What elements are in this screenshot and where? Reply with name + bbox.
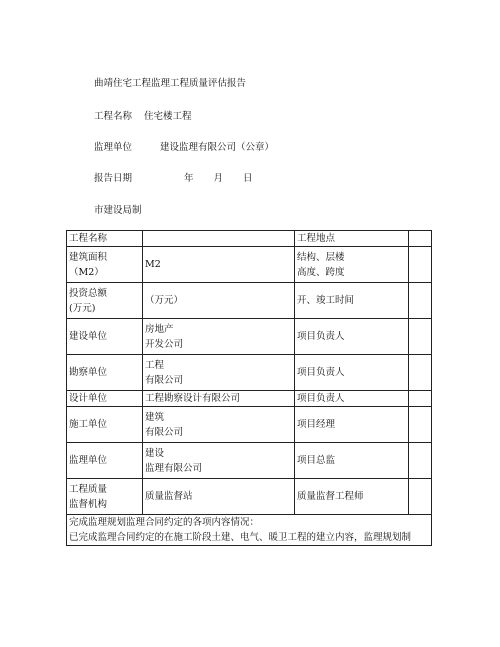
building-area-unit: （M2） — [69, 266, 104, 278]
structure-cell — [409, 247, 432, 283]
investment-label: 投资总额 — [69, 287, 108, 299]
quality-agency-line-2: 监督机构 — [69, 498, 108, 510]
quality-engineer-cell — [409, 479, 432, 515]
supervision-unit-line-2: 监理有限公司 — [145, 462, 203, 474]
construction-unit-header: 施工单位 — [67, 407, 143, 443]
developer-header: 建设单位 — [67, 319, 143, 355]
investment-cell: （万元） — [143, 283, 295, 319]
building-area-header — [67, 247, 143, 283]
report-date-label: 报告日期 — [94, 173, 133, 184]
project-manager-cell — [409, 407, 432, 443]
design-lead-header: 项目负责人 — [295, 391, 409, 407]
project-manager-header: 项目经理 — [295, 407, 409, 443]
completion-status-cell — [67, 515, 432, 546]
investment-unit: (万元) — [69, 302, 96, 314]
developer-line-2: 开发公司 — [145, 338, 184, 350]
evaluation-form-table — [66, 230, 432, 546]
report-title: 曲靖住宅工程监理工程质量评估报告 — [94, 78, 247, 89]
chief-supervisor-header: 项目总监 — [295, 443, 409, 479]
table-row — [67, 515, 432, 546]
project-name-value: 住宅楼工程 — [144, 111, 192, 122]
table-row — [67, 407, 432, 443]
survey-unit-line-1: 工程 — [145, 359, 165, 371]
structure-label-1: 结构、层楼 — [297, 251, 345, 263]
structure-label-2: 高度、跨度 — [297, 266, 345, 278]
survey-unit-line-2: 有限公司 — [145, 374, 184, 386]
table-row — [67, 319, 432, 355]
start-end-time-header: 开、竣工时间 — [295, 283, 409, 319]
developer-lead-header: 项目负责人 — [295, 319, 409, 355]
design-unit-cell: 工程勘察设计有限公司 — [143, 391, 295, 407]
quality-agency-line-1: 工程质量 — [69, 483, 108, 495]
design-lead-cell — [409, 391, 432, 407]
building-area-label: 建筑面积 — [69, 251, 108, 263]
table-row — [67, 355, 432, 391]
project-name-cell — [143, 231, 295, 247]
developer-line-1: 房地产 — [145, 323, 174, 335]
building-area-cell: M2 — [143, 247, 295, 283]
supervision-unit-line-1: 建设 — [145, 447, 165, 459]
project-name-label: 工程名称 — [94, 111, 133, 122]
quality-engineer-header: 质量监督工程师 — [295, 479, 409, 515]
table-row — [67, 247, 432, 283]
supervisor-line — [94, 142, 274, 154]
start-end-time-cell — [409, 283, 432, 319]
structure-header — [295, 247, 409, 283]
issuer-line: 市建设局制 — [94, 205, 142, 216]
year-label: 年 — [184, 173, 194, 184]
table-row — [67, 231, 432, 247]
project-name-line — [94, 111, 192, 123]
construction-unit-cell — [143, 407, 295, 443]
construction-unit-line-2: 有限公司 — [145, 426, 184, 438]
report-date-line — [94, 173, 253, 185]
developer-cell — [143, 319, 295, 355]
construction-unit-line-1: 建筑 — [145, 411, 165, 423]
quality-agency-header — [67, 479, 143, 515]
developer-lead-cell — [409, 319, 432, 355]
survey-lead-header: 项目负责人 — [295, 355, 409, 391]
chief-supervisor-cell — [409, 443, 432, 479]
supervisor-label: 监理单位 — [94, 142, 133, 153]
day-label: 日 — [243, 173, 253, 184]
completion-status-heading: 完成监理规划监理合同约定的各项内容情况： — [69, 517, 260, 528]
project-name-header: 工程名称 — [67, 231, 143, 247]
survey-unit-cell — [143, 355, 295, 391]
table-row — [67, 391, 432, 407]
supervision-unit-header: 监理单位 — [67, 443, 143, 479]
table-row — [67, 443, 432, 479]
supervisor-value: 建设监理有限公司（公章） — [160, 142, 275, 153]
table-row — [67, 283, 432, 319]
supervision-unit-cell — [143, 443, 295, 479]
design-unit-header: 设计单位 — [67, 391, 143, 407]
investment-header — [67, 283, 143, 319]
project-location-cell — [409, 231, 432, 247]
quality-agency-cell: 质量监督站 — [143, 479, 295, 515]
project-location-header: 工程地点 — [295, 231, 409, 247]
month-label: 月 — [213, 173, 224, 184]
survey-lead-cell — [409, 355, 432, 391]
survey-unit-header: 勘察单位 — [67, 355, 143, 391]
table-row — [67, 479, 432, 515]
completion-status-text: 已完成监理合同约定的在施工阶段土建、电气、暖卫工程的建立内容，监理规划制 — [69, 532, 412, 543]
